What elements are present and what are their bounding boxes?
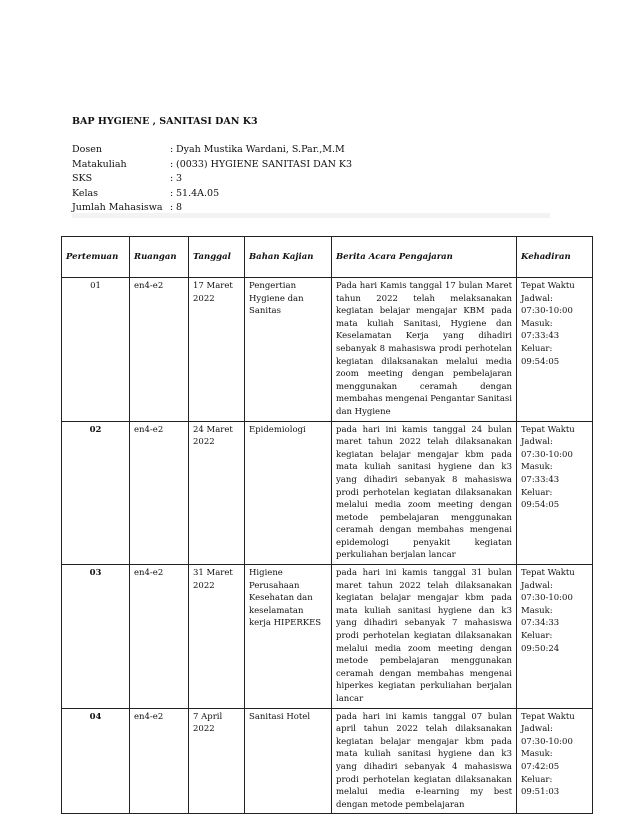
kehadiran-masuk: 07:33:43 xyxy=(521,331,560,342)
kehadiran-status: Tepat Waktu xyxy=(521,281,575,291)
cell-kehadiran xyxy=(517,708,593,814)
kehadiran-masuk: 07:33:43 xyxy=(521,474,560,485)
cell-pertemuan: 04 xyxy=(62,708,130,814)
cell-pertemuan: 02 xyxy=(62,421,130,565)
cell-kehadiran xyxy=(517,278,593,422)
cell-pertemuan: 01 xyxy=(62,278,130,422)
info-row-dosen xyxy=(72,143,352,158)
cell-berita-acara: pada hari ini kamis tanggal 07 bulan april tahun 2022 telah dilaksanakan kegiatan belajar mengajar kbm pada mata kuliah sanitasi hygiene dan k3 yang dihadiri sebanyak 4 mahasiswa prodi perhotelan kegiatan dilaksanakan melalui media e-learning my best dengan metode pembelajaran xyxy=(332,708,517,814)
kehadiran-masuk: 07:42:05 xyxy=(521,761,560,772)
cell-bahan-kajian: Epidemiologi xyxy=(245,421,332,565)
kehadiran-keluar: 09:51:03 xyxy=(521,787,560,798)
table-row xyxy=(62,708,593,814)
table-row xyxy=(62,565,593,709)
info-label: Kelas xyxy=(72,187,99,199)
kehadiran-masuk: 07:34:33 xyxy=(521,618,560,629)
kehadiran-masuk-label: Masuk: xyxy=(521,462,553,473)
info-label: Matakuliah xyxy=(72,158,127,170)
kehadiran-status: Tepat Waktu xyxy=(521,568,575,579)
cell-tanggal: 24 Maret 2022 xyxy=(189,421,245,565)
cell-kehadiran xyxy=(517,421,593,565)
cell-ruangan: en4-e2 xyxy=(130,708,189,814)
kehadiran-jadwal-label: Jadwal: xyxy=(521,580,553,591)
kehadiran-masuk-label: Masuk: xyxy=(521,605,553,616)
kehadiran-keluar: 09:54:05 xyxy=(521,500,560,511)
kehadiran-jadwal: 07:30-10:00 xyxy=(521,306,573,317)
cell-tanggal: 17 Maret 2022 xyxy=(189,278,245,422)
kehadiran-status: Tepat Waktu xyxy=(521,424,575,435)
kehadiran-jadwal: 07:30-10:00 xyxy=(521,593,573,604)
kehadiran-keluar-label: Keluar: xyxy=(521,343,553,354)
cell-berita-acara: pada hari ini kamis tanggal 31 bulan maret tahun 2022 telah dilaksanakan kegiatan belajar mengajar kbm pada mata kuliah sanitasi hygiene dan k3 yang dihadiri sebanyak 7 mahasiswa prodi perhotelan kegiatan dilaksanakan melalui media zoom meeting dengan metode pembelajaran menggunakan ceramah dengan membahas mengenai hiperkes kegiatan perkuliahan berjalan lancar xyxy=(332,565,517,709)
table-row xyxy=(62,421,593,565)
table-row xyxy=(62,278,593,422)
cell-tanggal: 31 Maret 2022 xyxy=(189,565,245,709)
document-title: BAP HYGIENE , SANITASI DAN K3 xyxy=(72,116,258,127)
info-separator: : xyxy=(170,144,174,155)
info-row-matakuliah xyxy=(72,158,352,173)
info-separator: : xyxy=(170,158,174,170)
kehadiran-status: Tepat Waktu xyxy=(521,711,575,722)
kehadiran-masuk-label: Masuk: xyxy=(521,749,553,760)
kehadiran-jadwal-label: Jadwal: xyxy=(521,437,553,448)
info-separator: : xyxy=(170,187,174,199)
info-value: (0033) HYGIENE SANITASI DAN K3 xyxy=(176,158,353,170)
header-ruangan: Ruangan xyxy=(130,237,189,278)
cell-bahan-kajian: Sanitasi Hotel xyxy=(245,708,332,814)
attendance-table xyxy=(61,236,593,814)
info-label: Dosen xyxy=(72,144,102,155)
header-tanggal: Tanggal xyxy=(189,237,245,278)
kehadiran-keluar-label: Keluar: xyxy=(521,487,553,498)
cell-berita-acara: Pada hari Kamis tanggal 17 bulan Maret tahun 2022 telah melaksanakan kegiatan belajar mengajar KBM pada mata kuliah Sanitasi, Hygiene dan Keselamatan Kerja yang dihadiri sebanyak 8 mahasiswa prodi perhotelan kegiatan dilaksanakan melalui media zoom meeting dengan pembelajaran menggunakan ceramah dengan membahas mengenai Pengantar Sanitasi dan Hygiene xyxy=(332,278,517,422)
divider xyxy=(72,213,550,218)
kehadiran-jadwal-label: Jadwal: xyxy=(521,293,553,304)
info-value: 8 xyxy=(176,202,183,213)
kehadiran-masuk-label: Masuk: xyxy=(521,318,553,329)
kehadiran-keluar-label: Keluar: xyxy=(521,631,553,642)
cell-ruangan: en4-e2 xyxy=(130,278,189,422)
info-value: Dyah Mustika Wardani, S.Par.,M.M xyxy=(176,144,345,155)
info-label: Jumlah Mahasiswa xyxy=(72,202,163,213)
cell-bahan-kajian: Higiene Perusahaan Kesehatan dan keselamatan kerja HIPERKES xyxy=(245,565,332,709)
info-value: 51.4A.05 xyxy=(176,187,220,199)
cell-tanggal: 7 April 2022 xyxy=(189,708,245,814)
cell-kehadiran xyxy=(517,565,593,709)
cell-pertemuan: 03 xyxy=(62,565,130,709)
cell-ruangan: en4-e2 xyxy=(130,565,189,709)
header-bahan-kajian: Bahan Kajian xyxy=(245,237,332,278)
kehadiran-keluar-label: Keluar: xyxy=(521,774,553,785)
info-separator: : xyxy=(170,173,174,184)
header-berita-acara: Berita Acara Pengajaran xyxy=(332,237,517,278)
kehadiran-jadwal: 07:30-10:00 xyxy=(521,736,573,747)
info-row-kelas xyxy=(72,187,352,202)
cell-bahan-kajian: Pengertian Hygiene dan Sanitas xyxy=(245,278,332,422)
kehadiran-jadwal-label: Jadwal: xyxy=(521,724,553,735)
kehadiran-keluar: 09:50:24 xyxy=(521,643,560,654)
header-pertemuan: Pertemuan xyxy=(62,237,130,278)
course-info xyxy=(72,143,352,216)
info-row-sks xyxy=(72,172,352,187)
kehadiran-keluar: 09:54:05 xyxy=(521,356,560,367)
header-kehadiran: Kehadiran xyxy=(517,237,593,278)
table-header-row xyxy=(62,237,593,278)
info-separator: : xyxy=(170,202,174,213)
cell-berita-acara: pada hari ini kamis tanggal 24 bulan maret tahun 2022 telah dilaksanakan kegiatan belajar mengajar kbm pada mata kuliah sanitasi hygiene dan k3 yang dihadiri sebanyak 8 mahasiswa prodi perhotelan kegiatan dilaksanakan melalui media zoom meeting dengan metode pembelajaran menggunakan ceramah dengan membahas mengenai epidemologi penyakit kegiatan perkuliahan berjalan lancar xyxy=(332,421,517,565)
info-value: 3 xyxy=(176,173,183,184)
info-label: SKS xyxy=(72,173,93,184)
kehadiran-jadwal: 07:30-10:00 xyxy=(521,449,573,460)
cell-ruangan: en4-e2 xyxy=(130,421,189,565)
